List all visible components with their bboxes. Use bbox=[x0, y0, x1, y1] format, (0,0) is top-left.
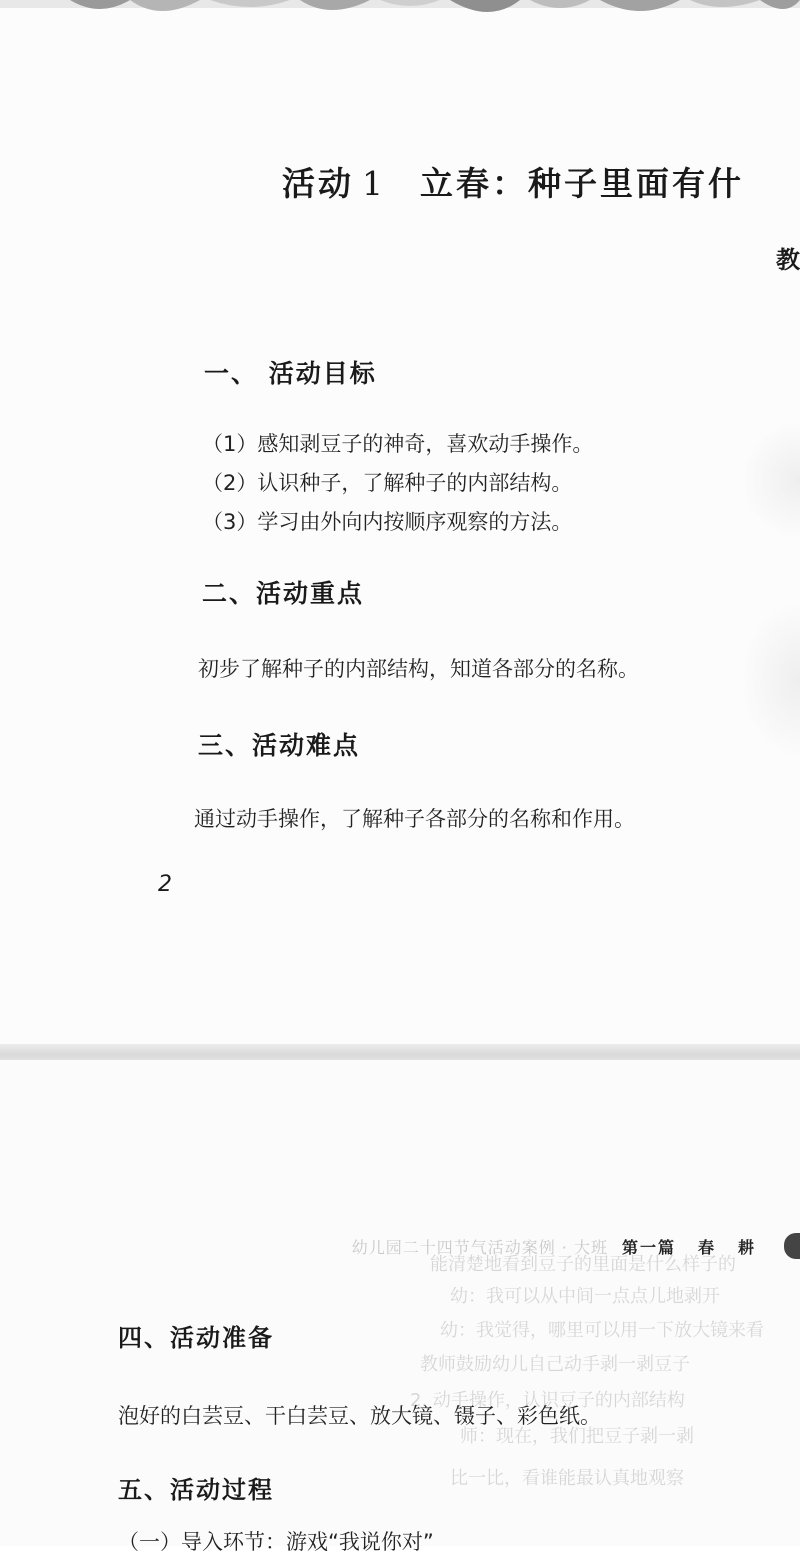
bleed-through-text: 能清楚地看到豆子的里面是什么样子的 bbox=[430, 1254, 736, 1275]
objective-item-3: （3）学习由外向内按顺序观察的方法。 bbox=[202, 510, 573, 534]
bleed-through-text: 比一比，看谁能最认真地观察 bbox=[450, 1468, 684, 1489]
page-tab-marker bbox=[784, 1233, 800, 1259]
key-point-text: 初步了解种子的内部结构，知道各部分的名称。 bbox=[198, 657, 639, 681]
running-header-theme: 耕 bbox=[737, 1237, 756, 1257]
objective-item-2: （2）认识种子，了解种子的内部结构。 bbox=[202, 471, 573, 495]
page-number: 2 bbox=[158, 872, 172, 897]
process-subitem: （一）导入环节：游戏“我说你对” bbox=[118, 1530, 434, 1554]
activity-title bbox=[282, 158, 744, 205]
background-smear bbox=[740, 600, 800, 760]
running-header-part: 第一篇 bbox=[621, 1237, 676, 1257]
decorative-leaf-border bbox=[0, 0, 800, 30]
activity-title-text: 立春：种子里面有什 bbox=[420, 164, 744, 203]
teacher-label: 教 bbox=[776, 246, 800, 274]
bleed-through-text: 幼：我可以从中间一点点儿地剥开 bbox=[450, 1286, 720, 1307]
bleed-through-text: 教师鼓励幼儿自己动手剥一剥豆子 bbox=[420, 1354, 690, 1375]
bleed-through-text: 2. 动手操作，认识豆子的内部结构 bbox=[410, 1390, 685, 1411]
running-header bbox=[352, 1232, 800, 1260]
difficulty-heading: 三、活动难点 bbox=[198, 731, 361, 760]
objective-item-1: （1）感知剥豆子的神奇，喜欢动手操作。 bbox=[202, 432, 594, 456]
activity-label: 活动 bbox=[282, 164, 354, 203]
preparation-text: 泡好的白芸豆、干白芸豆、放大镜、镊子、彩色纸。 bbox=[118, 1404, 601, 1428]
process-heading: 五、活动过程 bbox=[118, 1476, 274, 1504]
background-smear bbox=[740, 420, 800, 540]
key-point-heading: 二、活动重点 bbox=[202, 579, 365, 608]
bleed-through-text: 幼：我觉得，哪里可以用一下放大镜来看 bbox=[440, 1320, 764, 1341]
running-header-season: 春 bbox=[697, 1237, 716, 1257]
preparation-heading: 四、活动准备 bbox=[118, 1324, 274, 1352]
bleed-through-text: 师：现在，我们把豆子剥一剥 bbox=[460, 1426, 694, 1447]
activity-number: 1 bbox=[362, 164, 386, 203]
running-header-book-title: 幼儿园二十四节气活动案例 · 大班 bbox=[351, 1237, 608, 1257]
objectives-heading: 一、 活动目标 bbox=[204, 359, 377, 388]
difficulty-text: 通过动手操作，了解种子各部分的名称和作用。 bbox=[194, 807, 635, 831]
